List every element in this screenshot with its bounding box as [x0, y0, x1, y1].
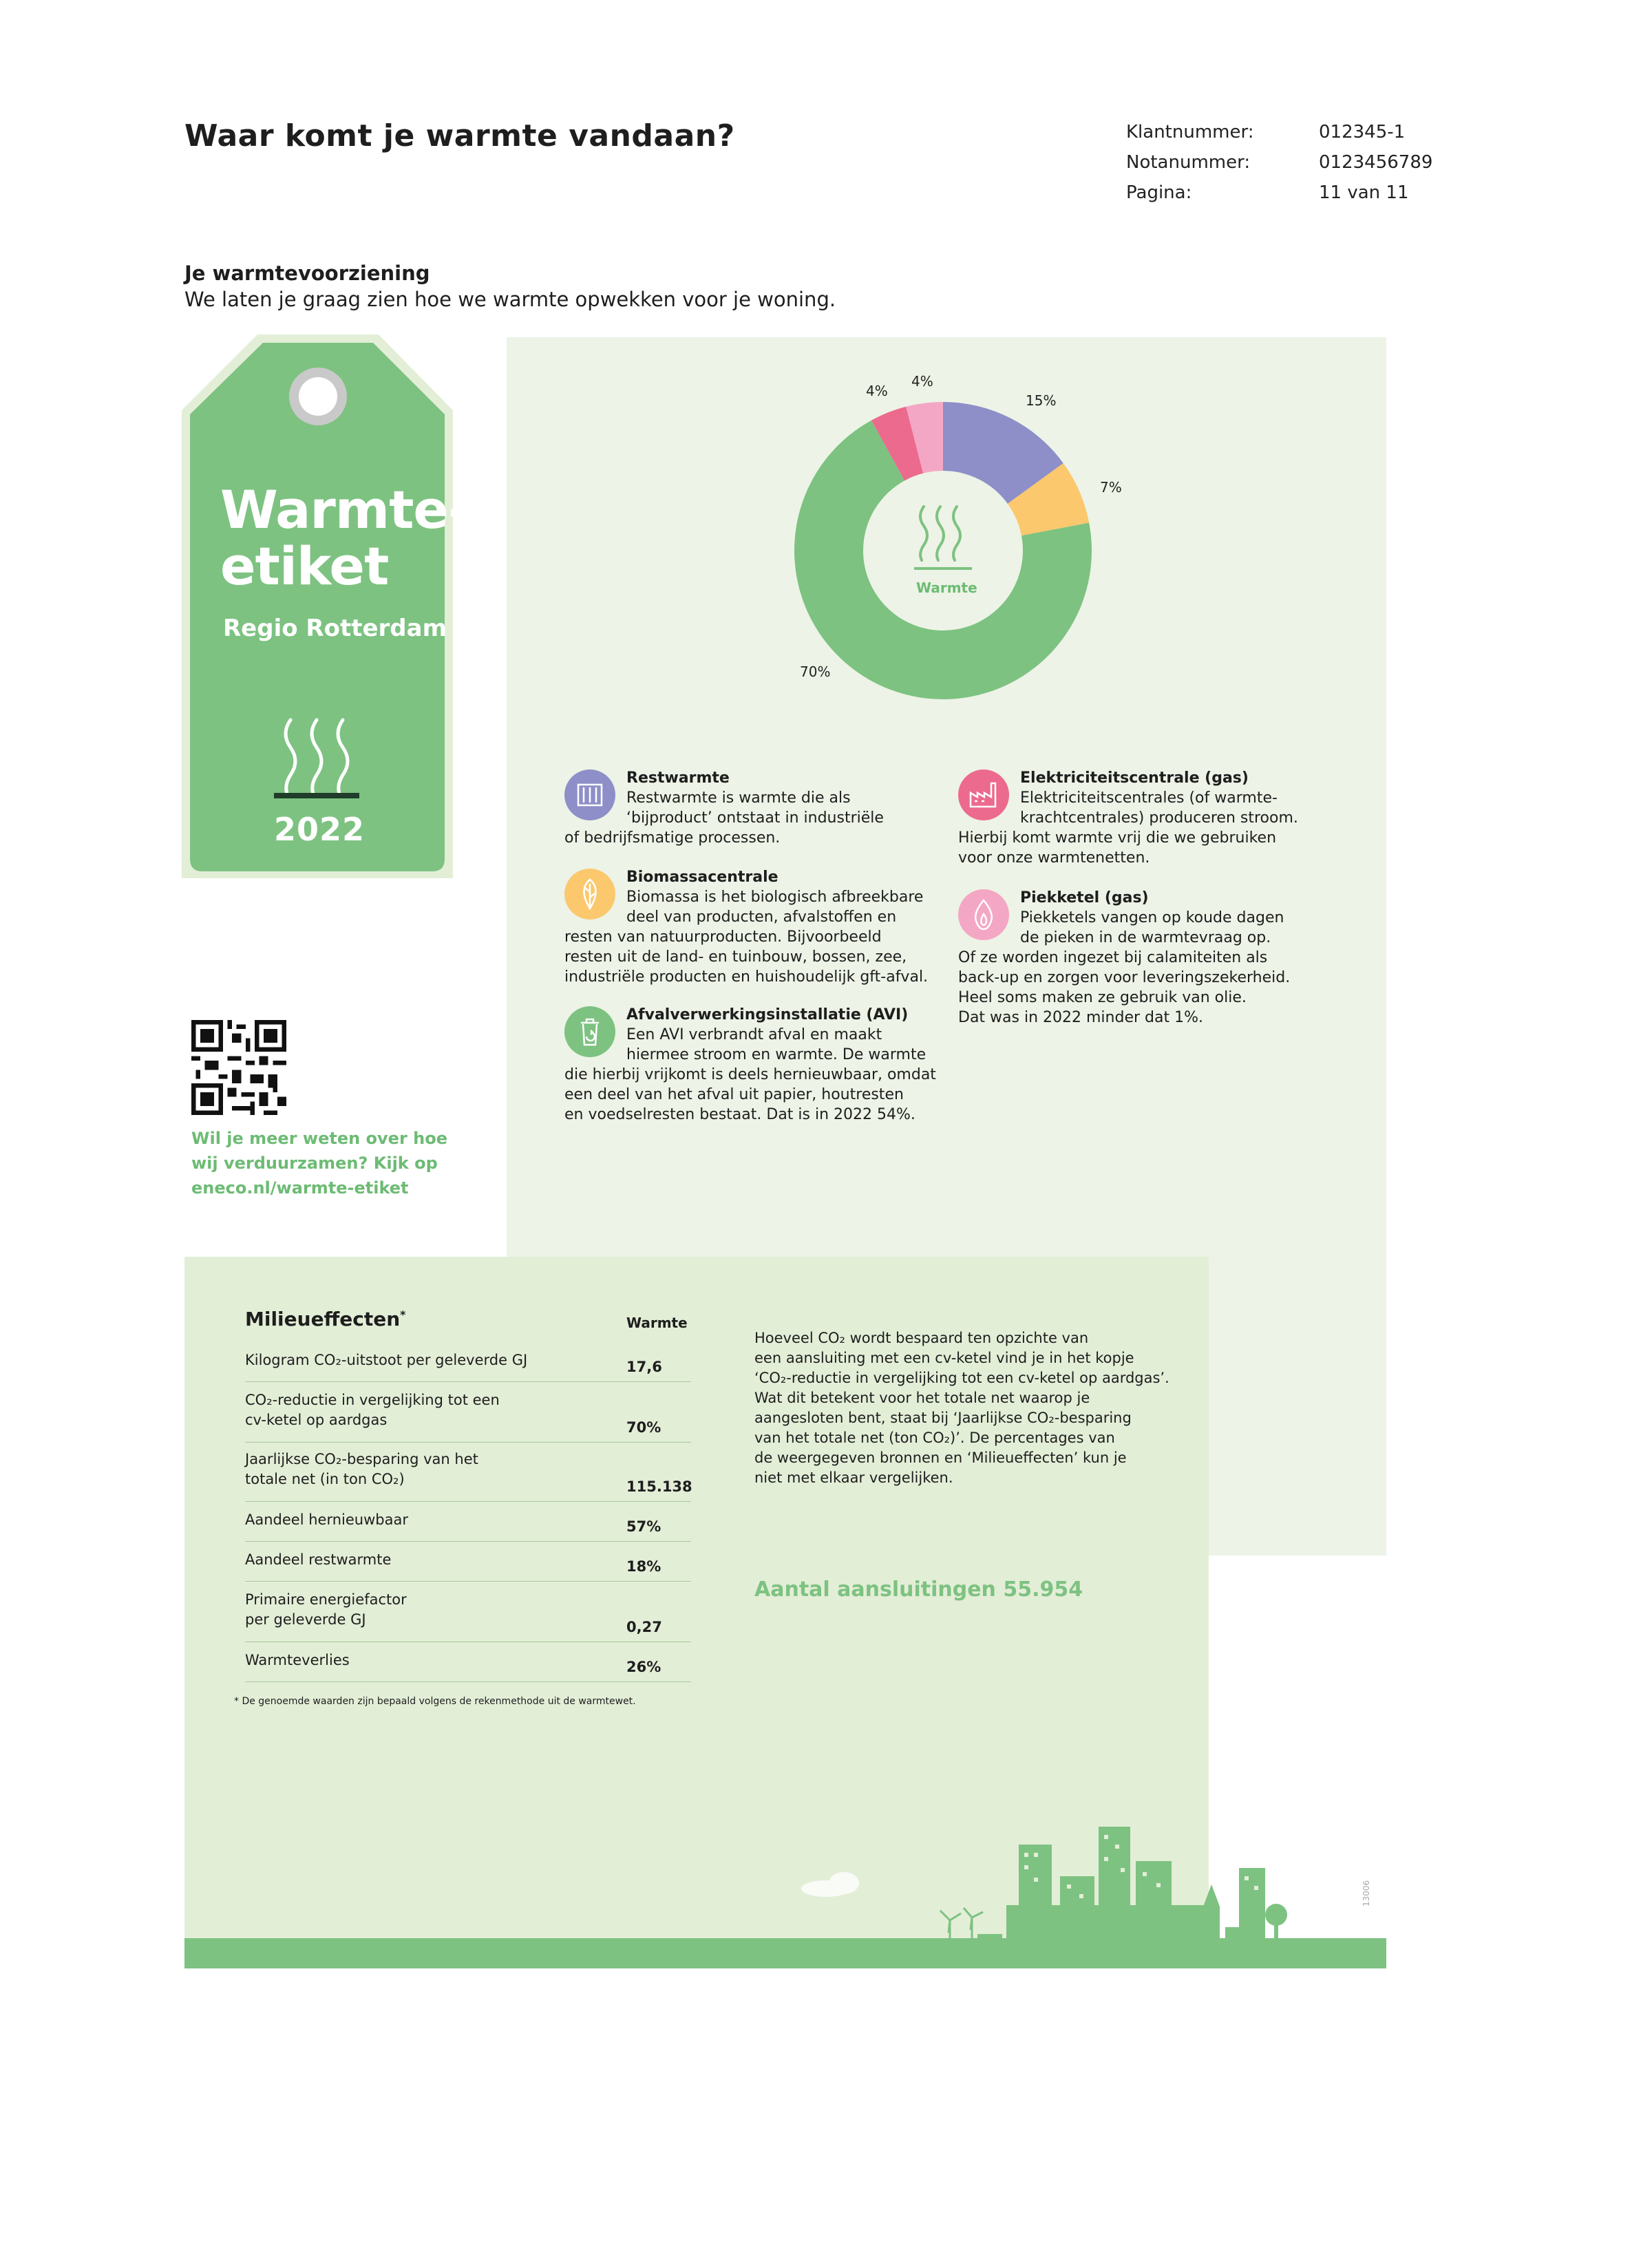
info-line: niet met elkaar vergelijken.	[754, 1469, 953, 1486]
milieu-row-label: Kilogram CO₂-uitstoot per geleverde GJ	[245, 1352, 528, 1368]
co2-info-text	[754, 1328, 1181, 1488]
tag-region: Regio Rotterdam	[223, 615, 447, 642]
slice-label-biomassa: 7%	[1100, 479, 1122, 496]
legend-text: Restwarmte is warmte die als	[626, 789, 851, 807]
milieu-row-value: 18%	[626, 1558, 661, 1575]
legend-name: Afvalverwerkingsinstallatie (AVI)	[626, 1006, 909, 1023]
aansluitingen-count: Aantal aansluitingen 55.954	[754, 1578, 1083, 1602]
slice-label-avi: 70%	[800, 663, 831, 680]
slice-label-restwarmte: 15%	[1026, 392, 1057, 409]
meta-value: 11 van 11	[1319, 182, 1409, 203]
milieu-row	[245, 1642, 691, 1682]
meta-label: Klantnummer:	[1126, 122, 1254, 142]
legend-name: Elektriciteitscentrale (gas)	[1020, 769, 1249, 787]
milieu-row-label: Aandeel hernieuwbaar	[245, 1511, 408, 1528]
milieu-row-value: 115.138	[626, 1478, 692, 1495]
legend-text: de pieken in de warmtevraag op.	[1020, 929, 1271, 946]
leaf-icon	[564, 869, 615, 920]
legend-text: voor onze warmtenetten.	[958, 849, 1150, 867]
milieu-row	[245, 1443, 691, 1502]
milieu-row-label: cv-ketel op aardgas	[245, 1412, 388, 1428]
legend-text: en voedselresten bestaat. Dat is in 2022 54%.	[564, 1106, 915, 1123]
legend-avi	[564, 1005, 936, 1125]
legend-text: Dat was in 2022 minder dat 1%.	[958, 1009, 1203, 1026]
milieu-row-value: 26%	[626, 1659, 661, 1675]
legend-text: een deel van het afval uit papier, houtresten	[564, 1086, 904, 1103]
legend-text: resten van natuurproducten. Bijvoorbeeld	[564, 928, 882, 946]
legend-name: Biomassacentrale	[626, 869, 779, 886]
ground-strip	[184, 1938, 1386, 1968]
meta-value: 0123456789	[1319, 152, 1433, 173]
legend-text: hiermee stroom en warmte. De warmte	[626, 1046, 926, 1063]
milieu-title-mark: *	[400, 1308, 406, 1321]
legend-text: Een AVI verbrandt afval en maakt	[626, 1026, 882, 1043]
info-line: van het totale net (ton CO₂)’. De percentages van	[754, 1430, 1115, 1446]
section-intro: We laten je graag zien hoe we warmte opwekken voor je woning.	[184, 288, 836, 311]
legend-name: Piekketel (gas)	[1020, 889, 1149, 906]
heat-waves-icon	[911, 501, 975, 573]
milieu-row-label: Primaire energiefactor	[245, 1591, 407, 1608]
legend-text: Of ze worden ingezet bij calamiteiten als	[958, 949, 1268, 966]
meta-value: 012345-1	[1319, 122, 1406, 142]
flame-icon	[958, 889, 1009, 940]
milieu-row-label: per geleverde GJ	[245, 1611, 366, 1628]
milieu-column-header: Warmte	[626, 1315, 688, 1331]
info-line: Wat dit betekent voor het totale net waarop je	[754, 1390, 1090, 1406]
legend-text: back-up en zorgen voor leveringszekerheid.	[958, 969, 1291, 986]
legend-text: industriële producten en huishoudelijk gft-afval.	[564, 968, 929, 986]
qr-text-line: eneco.nl/warmte-etiket	[191, 1178, 409, 1198]
meta-label: Notanummer:	[1126, 152, 1251, 173]
qr-link-text[interactable]	[191, 1126, 467, 1200]
document-meta	[1126, 117, 1432, 208]
milieu-row-label: Aandeel restwarmte	[245, 1551, 392, 1568]
legend-text: Heel soms maken ze gebruik van olie.	[958, 989, 1247, 1006]
slice-label-elektriciteit: 4%	[866, 383, 888, 399]
legend-text: ‘bijproduct’ ontstaat in industriële	[626, 809, 884, 827]
recycle-bin-icon	[564, 1006, 615, 1057]
milieu-row	[245, 1382, 691, 1443]
legend-elektriciteit	[958, 768, 1330, 868]
milieu-row-label: Jaarlijkse CO₂-besparing van het	[245, 1451, 478, 1467]
tag-title-line1: Warmte-	[220, 479, 469, 540]
info-line: Hoeveel CO₂ wordt bespaard ten opzichte van	[754, 1330, 1089, 1346]
legend-text: die hierbij vrijkomt is deels hernieuwbaar, omdat	[564, 1066, 936, 1083]
legend-piekketel	[958, 888, 1330, 1028]
info-line: een aansluiting met een cv-ketel vind je in het kopje	[754, 1350, 1134, 1366]
milieu-row-value: 70%	[626, 1419, 661, 1436]
donut-center-label: Warmte	[916, 580, 977, 596]
milieu-row-label: Warmteverlies	[245, 1652, 350, 1668]
power-plant-icon	[958, 769, 1009, 820]
legend-text: Hierbij komt warmte vrij die we gebruiken	[958, 829, 1277, 847]
info-line: de weergegeven bronnen en ‘Milieueffecten’ kun je	[754, 1449, 1127, 1466]
legend-text: krachtcentrales) produceren stroom.	[1020, 809, 1298, 827]
legend-text: Elektriciteitscentrales (of warmte-	[1020, 789, 1278, 807]
meta-row-notanummer	[1126, 147, 1432, 178]
qr-text-line: wij verduurzamen? Kijk op	[191, 1154, 438, 1173]
qr-code[interactable]	[191, 1020, 286, 1115]
factory-pipes-icon	[564, 769, 615, 820]
legend-text: Biomassa is het biologisch afbreekbare	[626, 889, 924, 906]
tag-title-line2: etiket	[220, 535, 389, 597]
legend-name: Restwarmte	[626, 769, 730, 787]
slice-label-piekketel: 4%	[911, 373, 933, 390]
milieu-row-value: 57%	[626, 1518, 661, 1535]
meta-row-klantnummer	[1126, 117, 1432, 147]
tag-year: 2022	[274, 811, 366, 848]
meta-row-pagina	[1126, 178, 1432, 208]
milieu-row	[245, 1542, 691, 1582]
legend-text: of bedrijfsmatige processen.	[564, 829, 781, 847]
milieu-title	[245, 1308, 406, 1330]
legend-text: resten uit de land- en tuinbouw, bossen, zee,	[564, 948, 907, 966]
warmte-etiket-tag	[182, 334, 457, 878]
page-title: Waar komt je warmte vandaan?	[184, 118, 735, 153]
milieu-row-label: CO₂-reductie in vergelijking tot een	[245, 1392, 500, 1408]
city-skyline-illustration	[771, 1817, 1377, 1948]
qr-text-line: Wil je meer weten over hoe	[191, 1129, 447, 1148]
legend-biomassa	[564, 867, 936, 987]
info-line: aangesloten bent, staat bij ‘Jaarlijkse CO₂-besparing	[754, 1410, 1132, 1426]
section-title: Je warmtevoorziening	[184, 262, 430, 285]
milieu-row-value: 17,6	[626, 1359, 662, 1375]
legend-restwarmte	[564, 768, 922, 848]
milieu-row	[245, 1502, 691, 1542]
legend-text: deel van producten, afvalstoffen en	[626, 909, 897, 926]
meta-label: Pagina:	[1126, 182, 1192, 203]
milieu-row	[245, 1342, 691, 1382]
milieu-row-value: 0,27	[626, 1619, 662, 1635]
tag-title	[220, 479, 469, 597]
legend-text: Piekketels vangen op koude dagen	[1020, 909, 1284, 926]
info-line: ‘CO₂-reductie in vergelijking tot een cv-ketel op aardgas’.	[754, 1370, 1169, 1386]
milieu-title-text: Milieueffecten	[245, 1308, 401, 1330]
document-code: 13006	[1362, 1880, 1371, 1907]
milieu-row	[245, 1582, 691, 1642]
milieu-footnote: * De genoemde waarden zijn bepaald volgens de rekenmethode uit de warmtewet.	[234, 1696, 636, 1707]
milieu-row-label: totale net (in ton CO₂)	[245, 1471, 405, 1487]
